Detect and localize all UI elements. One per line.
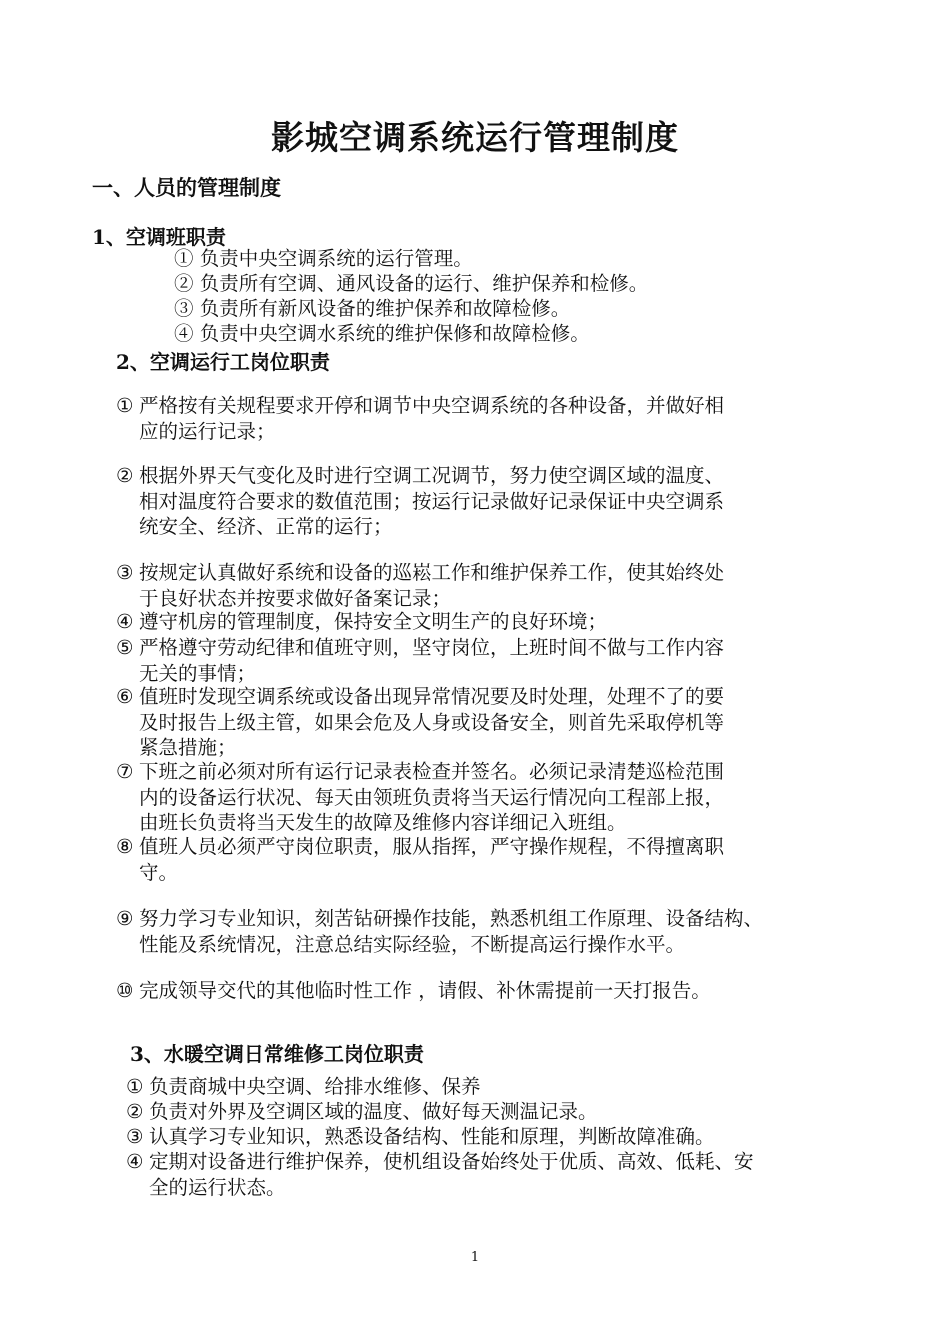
subheading-operator-duties: 2、空调运行工岗位职责: [116, 350, 330, 374]
section-heading-personnel: 一、人员的管理制度: [92, 175, 281, 200]
list-item: ② 负责所有空调、通风设备的运行、维护保养和检修。: [174, 272, 649, 295]
document-title: 影城空调系统运行管理制度: [271, 118, 679, 157]
list-item: ④ 负责中央空调水系统的维护保修和故障检修。: [174, 322, 590, 345]
item-text: 认真学习专业知识，熟悉设备结构、性能和原理，判断故障准确。: [149, 1125, 715, 1148]
item-number: ③: [116, 561, 134, 584]
list-item: ① 负责中央空调系统的运行管理。: [174, 247, 473, 270]
list-item: [116, 393, 724, 444]
list-item: [116, 463, 724, 540]
item-number: ①: [116, 394, 134, 417]
item-number: ⑦: [116, 760, 134, 783]
item-number: ⑨: [116, 907, 134, 930]
item-number: ④: [116, 610, 134, 633]
subheading-maintenance-duties: 3、水暖空调日常维修工岗位职责: [130, 1042, 424, 1066]
item-text: 值班人员必须严守岗位职责，服从指挥，严守操作规程，不得擅离职 守。: [139, 835, 725, 884]
list-item: [116, 560, 724, 611]
list-item: [116, 978, 711, 1004]
list-item: [116, 759, 724, 836]
list-item: [116, 684, 724, 761]
page-number: 1: [470, 1250, 480, 1265]
list-item: [126, 1074, 481, 1100]
item-text: 完成领导交代的其他临时性工作 ，请假、补休需提前一天打报告。: [139, 979, 711, 1002]
item-text: 遵守机房的管理制度，保持安全文明生产的良好环境；: [139, 610, 608, 633]
item-text: 负责商城中央空调、给排水维修、保养: [149, 1075, 481, 1098]
list-item: [126, 1099, 598, 1125]
item-number: ⑩: [116, 979, 134, 1002]
list-item: [116, 834, 724, 885]
item-number: ⑧: [116, 835, 134, 858]
item-text: 努力学习专业知识，刻苦钻研操作技能，熟悉机组工作原理、设备结构、 性能及系统情况，注意总结实际经验，不断提高运行操作水平。: [139, 907, 764, 956]
item-text: 严格按有关规程要求开停和调节中央空调系统的各种设备，并做好相 应的运行记录；: [139, 394, 725, 443]
item-number: ⑥: [116, 685, 134, 708]
item-text: 严格遵守劳动纪律和值班守则，坚守岗位，上班时间不做与工作内容 无关的事情；: [139, 636, 725, 685]
list-item: [126, 1149, 754, 1200]
item-number: ⑤: [116, 636, 134, 659]
list-item: [116, 609, 607, 635]
item-number: ②: [116, 464, 134, 487]
subheading-hvac-team: 1、空调班职责: [92, 225, 226, 249]
list-item: [126, 1124, 715, 1150]
list-item: [116, 635, 724, 686]
list-item: [116, 906, 763, 957]
item-text: 定期对设备进行维护保养，使机组设备始终处于优质、高效、低耗、安 全的运行状态。: [149, 1150, 754, 1199]
item-text: 负责对外界及空调区域的温度、做好每天测温记录。: [149, 1100, 598, 1123]
item-number: ④: [126, 1150, 144, 1173]
item-text: 根据外界天气变化及时进行空调工况调节，努力使空调区域的温度、 相对温度符合要求的数值范围；按运行记录做好记录保证中央空调系 统安全、经济、正常的运行；: [139, 464, 725, 538]
item-number: ①: [126, 1075, 144, 1098]
item-text: 按规定认真做好系统和设备的巡崧工作和维护保养工作，使其始终处 于良好状态并按要求做好备案记录；: [139, 561, 725, 610]
item-number: ②: [126, 1100, 144, 1123]
item-number: ③: [126, 1125, 144, 1148]
list-item: ③ 负责所有新风设备的维护保养和故障检修。: [174, 297, 571, 320]
item-text: 下班之前必须对所有运行记录表检查并签名。必须记录清楚巡检范围 内的设备运行状况、每天由领班负责将当天运行情况向工程部上报， 由班长负责将当天发生的故障及维修内容详细记入班组。: [139, 760, 725, 834]
item-text: 值班时发现空调系统或设备出现异常情况要及时处理，处理不了的要 及时报告上级主管，如果会危及人身或设备安全，则首先采取停机等 紧急措施；: [139, 685, 725, 759]
